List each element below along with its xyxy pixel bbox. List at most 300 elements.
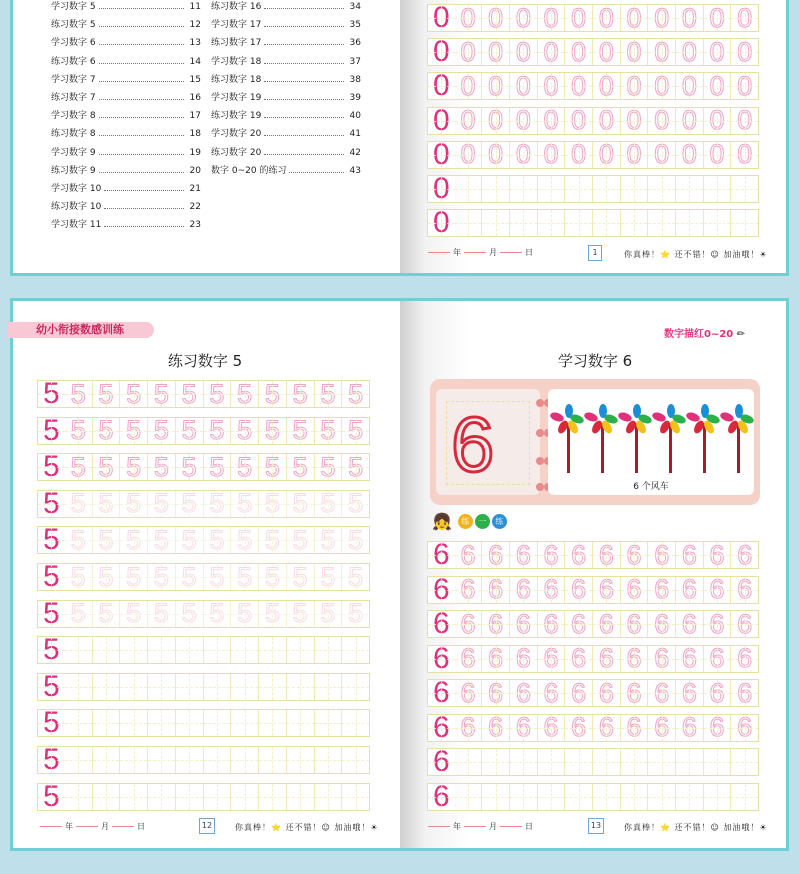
dotted-digit[interactable]: 5	[287, 491, 315, 517]
trace-digit[interactable]: 6	[455, 680, 483, 706]
practice-cell[interactable]	[65, 784, 93, 810]
trace-digit[interactable]: 5	[287, 381, 315, 407]
trace-digit[interactable]: 6	[621, 680, 649, 706]
trace-digit[interactable]: 6	[704, 611, 732, 637]
trace-digit[interactable]: 0	[648, 73, 676, 99]
practice-cell[interactable]	[648, 176, 676, 202]
practice-cell[interactable]	[621, 784, 649, 810]
trace-digit[interactable]: 0	[648, 39, 676, 65]
trace-digit[interactable]: 5	[176, 454, 204, 480]
dotted-digit[interactable]: 5	[93, 564, 121, 590]
trace-digit[interactable]: 0	[455, 108, 483, 134]
trace-digit[interactable]: 5	[342, 418, 369, 444]
dotted-digit[interactable]: 5	[65, 564, 93, 590]
trace-digit[interactable]: 0	[538, 142, 566, 168]
practice-cell[interactable]	[259, 637, 287, 663]
trace-digit[interactable]: 0	[538, 108, 566, 134]
toc-item[interactable]	[51, 71, 201, 89]
trace-digit[interactable]: 6	[621, 577, 649, 603]
trace-digit[interactable]: 6	[731, 680, 758, 706]
practice-cell[interactable]	[148, 674, 176, 700]
dotted-digit[interactable]: 5	[120, 527, 148, 553]
dotted-digit[interactable]: 5	[176, 601, 204, 627]
trace-digit[interactable]: 6	[593, 680, 621, 706]
trace-digit[interactable]: 0	[455, 73, 483, 99]
practice-cell[interactable]	[510, 749, 538, 775]
trace-digit[interactable]: 0	[565, 39, 593, 65]
trace-digit[interactable]: 6	[676, 577, 704, 603]
trace-digit[interactable]: 0	[565, 73, 593, 99]
practice-cell[interactable]	[93, 747, 121, 773]
practice-cell[interactable]	[482, 176, 510, 202]
trace-digit[interactable]: 0	[648, 5, 676, 31]
practice-cell[interactable]	[259, 674, 287, 700]
trace-digit[interactable]: 6	[676, 680, 704, 706]
trace-digit[interactable]: 0	[482, 5, 510, 31]
practice-cell[interactable]	[176, 637, 204, 663]
practice-cell[interactable]	[731, 749, 758, 775]
toc-item[interactable]	[51, 125, 201, 143]
trace-digit[interactable]: 0	[593, 108, 621, 134]
practice-cell[interactable]	[704, 210, 732, 236]
practice-cell[interactable]	[120, 710, 148, 736]
dotted-digit[interactable]: 5	[315, 491, 343, 517]
dotted-digit[interactable]: 5	[342, 601, 369, 627]
toc-item[interactable]	[51, 216, 201, 234]
trace-digit[interactable]: 5	[315, 381, 343, 407]
trace-digit[interactable]: 0	[704, 108, 732, 134]
trace-digit[interactable]: 6	[731, 646, 758, 672]
trace-digit[interactable]: 6	[482, 611, 510, 637]
trace-digit[interactable]: 6	[593, 577, 621, 603]
trace-digit[interactable]: 5	[148, 381, 176, 407]
practice-cell[interactable]	[231, 674, 259, 700]
trace-digit[interactable]: 0	[593, 5, 621, 31]
toc-item[interactable]	[51, 89, 201, 107]
practice-cell[interactable]	[676, 784, 704, 810]
practice-cell[interactable]	[259, 784, 287, 810]
dotted-digit[interactable]: 5	[231, 491, 259, 517]
practice-cell[interactable]	[65, 747, 93, 773]
toc-item[interactable]	[211, 34, 361, 52]
dotted-digit[interactable]: 5	[148, 601, 176, 627]
trace-digit[interactable]: 0	[593, 142, 621, 168]
practice-cell[interactable]	[204, 637, 232, 663]
trace-digit[interactable]: 6	[538, 542, 566, 568]
trace-digit[interactable]: 5	[93, 418, 121, 444]
trace-digit[interactable]: 5	[176, 381, 204, 407]
trace-digit[interactable]: 0	[510, 142, 538, 168]
trace-digit[interactable]: 6	[455, 611, 483, 637]
practice-cell[interactable]	[315, 674, 343, 700]
trace-digit[interactable]: 5	[287, 418, 315, 444]
toc-item[interactable]	[211, 89, 361, 107]
trace-digit[interactable]: 6	[676, 611, 704, 637]
trace-digit[interactable]: 0	[621, 108, 649, 134]
trace-digit[interactable]: 6	[510, 680, 538, 706]
practice-cell[interactable]	[93, 710, 121, 736]
trace-digit[interactable]: 6	[482, 646, 510, 672]
practice-cell[interactable]	[704, 176, 732, 202]
practice-cell[interactable]	[565, 749, 593, 775]
trace-digit[interactable]: 6	[565, 715, 593, 741]
dotted-digit[interactable]: 5	[148, 491, 176, 517]
trace-digit[interactable]: 6	[482, 715, 510, 741]
dotted-digit[interactable]: 5	[93, 527, 121, 553]
trace-digit[interactable]: 0	[510, 73, 538, 99]
practice-cell[interactable]	[120, 784, 148, 810]
trace-digit[interactable]: 0	[676, 108, 704, 134]
trace-digit[interactable]: 0	[565, 108, 593, 134]
practice-cell[interactable]	[204, 784, 232, 810]
trace-digit[interactable]: 0	[704, 142, 732, 168]
trace-digit[interactable]: 0	[731, 142, 758, 168]
trace-digit[interactable]: 6	[621, 646, 649, 672]
practice-cell[interactable]	[204, 710, 232, 736]
toc-item[interactable]	[211, 125, 361, 143]
trace-digit[interactable]: 6	[455, 646, 483, 672]
practice-cell[interactable]	[120, 637, 148, 663]
trace-digit[interactable]: 0	[538, 39, 566, 65]
dotted-digit[interactable]: 5	[315, 527, 343, 553]
practice-cell[interactable]	[676, 176, 704, 202]
trace-digit[interactable]: 6	[648, 542, 676, 568]
practice-cell[interactable]	[510, 176, 538, 202]
toc-item[interactable]	[211, 162, 361, 180]
toc-item[interactable]	[51, 16, 201, 34]
trace-digit[interactable]: 6	[482, 577, 510, 603]
trace-digit[interactable]: 6	[538, 680, 566, 706]
trace-digit[interactable]: 5	[259, 381, 287, 407]
trace-digit[interactable]: 6	[704, 680, 732, 706]
trace-digit[interactable]: 0	[704, 73, 732, 99]
trace-digit[interactable]: 5	[231, 418, 259, 444]
trace-digit[interactable]: 5	[148, 454, 176, 480]
dotted-digit[interactable]: 5	[65, 527, 93, 553]
dotted-digit[interactable]: 5	[65, 601, 93, 627]
toc-item[interactable]	[51, 198, 201, 216]
trace-digit[interactable]: 0	[676, 73, 704, 99]
practice-cell[interactable]	[148, 747, 176, 773]
practice-cell[interactable]	[287, 674, 315, 700]
trace-digit[interactable]: 0	[676, 142, 704, 168]
practice-cell[interactable]	[259, 710, 287, 736]
dotted-digit[interactable]: 5	[315, 564, 343, 590]
trace-digit[interactable]: 5	[120, 381, 148, 407]
toc-item[interactable]	[211, 16, 361, 34]
practice-cell[interactable]	[176, 747, 204, 773]
trace-digit[interactable]: 6	[648, 611, 676, 637]
practice-cell[interactable]	[287, 784, 315, 810]
practice-cell[interactable]	[93, 674, 121, 700]
trace-digit[interactable]: 0	[565, 5, 593, 31]
trace-digit[interactable]: 6	[621, 611, 649, 637]
practice-cell[interactable]	[148, 710, 176, 736]
practice-cell[interactable]	[315, 637, 343, 663]
trace-digit[interactable]: 6	[593, 611, 621, 637]
practice-cell[interactable]	[676, 210, 704, 236]
practice-cell[interactable]	[231, 747, 259, 773]
trace-digit[interactable]: 5	[65, 454, 93, 480]
practice-cell[interactable]	[621, 176, 649, 202]
practice-cell[interactable]	[482, 784, 510, 810]
trace-digit[interactable]: 6	[731, 715, 758, 741]
dotted-digit[interactable]: 5	[93, 491, 121, 517]
trace-digit[interactable]: 6	[731, 542, 758, 568]
trace-digit[interactable]: 6	[648, 646, 676, 672]
dotted-digit[interactable]: 5	[259, 527, 287, 553]
trace-digit[interactable]: 6	[704, 715, 732, 741]
practice-cell[interactable]	[342, 747, 369, 773]
dotted-digit[interactable]: 5	[176, 527, 204, 553]
trace-digit[interactable]: 5	[176, 418, 204, 444]
trace-digit[interactable]: 0	[621, 5, 649, 31]
trace-digit[interactable]: 0	[482, 108, 510, 134]
trace-digit[interactable]: 6	[676, 542, 704, 568]
trace-digit[interactable]: 5	[93, 381, 121, 407]
practice-cell[interactable]	[176, 674, 204, 700]
dotted-digit[interactable]: 5	[342, 527, 369, 553]
trace-digit[interactable]: 5	[204, 418, 232, 444]
trace-digit[interactable]: 6	[565, 542, 593, 568]
trace-digit[interactable]: 0	[482, 39, 510, 65]
trace-digit[interactable]: 6	[621, 542, 649, 568]
trace-digit[interactable]: 6	[704, 646, 732, 672]
trace-digit[interactable]: 6	[676, 646, 704, 672]
practice-cell[interactable]	[482, 749, 510, 775]
trace-digit[interactable]: 0	[593, 39, 621, 65]
trace-digit[interactable]: 5	[204, 454, 232, 480]
trace-digit[interactable]: 5	[93, 454, 121, 480]
trace-digit[interactable]: 5	[259, 454, 287, 480]
trace-digit[interactable]: 6	[676, 715, 704, 741]
trace-digit[interactable]: 6	[731, 611, 758, 637]
practice-cell[interactable]	[455, 784, 483, 810]
practice-cell[interactable]	[510, 210, 538, 236]
dotted-digit[interactable]: 5	[259, 564, 287, 590]
trace-digit[interactable]: 0	[731, 5, 758, 31]
practice-cell[interactable]	[731, 784, 758, 810]
trace-digit[interactable]: 0	[731, 73, 758, 99]
trace-digit[interactable]: 6	[510, 577, 538, 603]
dotted-digit[interactable]: 5	[231, 527, 259, 553]
practice-cell[interactable]	[342, 710, 369, 736]
trace-digit[interactable]: 6	[565, 646, 593, 672]
practice-cell[interactable]	[231, 784, 259, 810]
trace-digit[interactable]: 6	[510, 646, 538, 672]
practice-cell[interactable]	[676, 749, 704, 775]
practice-cell[interactable]	[621, 749, 649, 775]
practice-cell[interactable]	[259, 747, 287, 773]
trace-digit[interactable]: 5	[148, 418, 176, 444]
trace-digit[interactable]: 0	[538, 73, 566, 99]
practice-cell[interactable]	[120, 674, 148, 700]
trace-digit[interactable]: 0	[565, 142, 593, 168]
practice-cell[interactable]	[593, 749, 621, 775]
trace-digit[interactable]: 6	[538, 646, 566, 672]
trace-digit[interactable]: 0	[455, 5, 483, 31]
practice-cell[interactable]	[204, 674, 232, 700]
trace-digit[interactable]: 5	[342, 381, 369, 407]
trace-digit[interactable]: 6	[621, 715, 649, 741]
dotted-digit[interactable]: 5	[65, 491, 93, 517]
trace-digit[interactable]: 6	[731, 577, 758, 603]
toc-item[interactable]	[211, 107, 361, 125]
dotted-digit[interactable]: 5	[231, 564, 259, 590]
practice-cell[interactable]	[593, 176, 621, 202]
practice-cell[interactable]	[342, 637, 369, 663]
trace-digit[interactable]: 0	[621, 73, 649, 99]
practice-cell[interactable]	[648, 210, 676, 236]
toc-item[interactable]	[51, 144, 201, 162]
trace-digit[interactable]: 0	[455, 142, 483, 168]
toc-item[interactable]	[211, 71, 361, 89]
practice-cell[interactable]	[176, 784, 204, 810]
trace-digit[interactable]: 5	[65, 381, 93, 407]
trace-digit[interactable]: 6	[565, 680, 593, 706]
toc-item[interactable]	[51, 162, 201, 180]
practice-cell[interactable]	[593, 210, 621, 236]
trace-digit[interactable]: 0	[538, 5, 566, 31]
practice-cell[interactable]	[65, 710, 93, 736]
trace-digit[interactable]: 0	[676, 5, 704, 31]
trace-digit[interactable]: 5	[342, 454, 369, 480]
practice-cell[interactable]	[538, 176, 566, 202]
practice-cell[interactable]	[731, 210, 758, 236]
practice-cell[interactable]	[315, 747, 343, 773]
trace-digit[interactable]: 5	[204, 381, 232, 407]
trace-digit[interactable]: 6	[593, 715, 621, 741]
trace-digit[interactable]: 0	[676, 39, 704, 65]
trace-digit[interactable]: 0	[510, 5, 538, 31]
practice-cell[interactable]	[510, 784, 538, 810]
practice-cell[interactable]	[565, 784, 593, 810]
trace-digit[interactable]: 6	[538, 577, 566, 603]
toc-item[interactable]	[211, 144, 361, 162]
trace-digit[interactable]: 6	[455, 715, 483, 741]
practice-cell[interactable]	[565, 176, 593, 202]
trace-digit[interactable]: 5	[231, 454, 259, 480]
practice-cell[interactable]	[704, 749, 732, 775]
trace-digit[interactable]: 0	[648, 142, 676, 168]
trace-digit[interactable]: 6	[510, 542, 538, 568]
trace-digit[interactable]: 6	[648, 680, 676, 706]
practice-cell[interactable]	[65, 637, 93, 663]
practice-cell[interactable]	[565, 210, 593, 236]
practice-cell[interactable]	[93, 637, 121, 663]
trace-digit[interactable]: 0	[482, 142, 510, 168]
toc-item[interactable]	[211, 53, 361, 71]
trace-digit[interactable]: 0	[704, 39, 732, 65]
trace-digit[interactable]: 0	[731, 108, 758, 134]
trace-digit[interactable]: 6	[510, 715, 538, 741]
trace-digit[interactable]: 0	[648, 108, 676, 134]
toc-item[interactable]	[51, 180, 201, 198]
trace-digit[interactable]: 6	[538, 715, 566, 741]
practice-cell[interactable]	[482, 210, 510, 236]
dotted-digit[interactable]: 5	[148, 527, 176, 553]
trace-digit[interactable]: 0	[455, 39, 483, 65]
dotted-digit[interactable]: 5	[287, 601, 315, 627]
dotted-digit[interactable]: 5	[231, 601, 259, 627]
trace-digit[interactable]: 6	[704, 542, 732, 568]
trace-digit[interactable]: 5	[315, 418, 343, 444]
dotted-digit[interactable]: 5	[204, 527, 232, 553]
practice-cell[interactable]	[704, 784, 732, 810]
trace-digit[interactable]: 6	[648, 577, 676, 603]
toc-item[interactable]	[51, 107, 201, 125]
dotted-digit[interactable]: 5	[176, 564, 204, 590]
trace-digit[interactable]: 6	[538, 611, 566, 637]
trace-digit[interactable]: 0	[621, 39, 649, 65]
practice-cell[interactable]	[342, 674, 369, 700]
practice-cell[interactable]	[287, 747, 315, 773]
trace-digit[interactable]: 6	[593, 646, 621, 672]
trace-digit[interactable]: 0	[621, 142, 649, 168]
dotted-digit[interactable]: 5	[93, 601, 121, 627]
trace-digit[interactable]: 6	[593, 542, 621, 568]
trace-digit[interactable]: 6	[482, 542, 510, 568]
practice-cell[interactable]	[93, 784, 121, 810]
dotted-digit[interactable]: 5	[287, 564, 315, 590]
trace-digit[interactable]: 0	[510, 108, 538, 134]
trace-digit[interactable]: 0	[704, 5, 732, 31]
dotted-digit[interactable]: 5	[148, 564, 176, 590]
trace-digit[interactable]: 6	[455, 542, 483, 568]
practice-cell[interactable]	[148, 637, 176, 663]
dotted-digit[interactable]: 5	[120, 601, 148, 627]
dotted-digit[interactable]: 5	[259, 601, 287, 627]
trace-digit[interactable]: 5	[120, 418, 148, 444]
dotted-digit[interactable]: 5	[259, 491, 287, 517]
practice-cell[interactable]	[648, 749, 676, 775]
toc-item[interactable]	[51, 34, 201, 52]
practice-cell[interactable]	[593, 784, 621, 810]
trace-digit[interactable]: 0	[510, 39, 538, 65]
dotted-digit[interactable]: 5	[315, 601, 343, 627]
toc-item[interactable]	[51, 53, 201, 71]
trace-digit[interactable]: 6	[565, 577, 593, 603]
practice-cell[interactable]	[538, 210, 566, 236]
practice-cell[interactable]	[231, 637, 259, 663]
dotted-digit[interactable]: 5	[342, 491, 369, 517]
practice-cell[interactable]	[315, 784, 343, 810]
trace-digit[interactable]: 0	[593, 73, 621, 99]
trace-digit[interactable]: 6	[455, 577, 483, 603]
dotted-digit[interactable]: 5	[120, 491, 148, 517]
trace-digit[interactable]: 5	[65, 418, 93, 444]
dotted-digit[interactable]: 5	[204, 564, 232, 590]
trace-digit[interactable]: 5	[259, 418, 287, 444]
practice-cell[interactable]	[455, 749, 483, 775]
dotted-digit[interactable]: 5	[287, 527, 315, 553]
practice-cell[interactable]	[120, 747, 148, 773]
practice-cell[interactable]	[648, 784, 676, 810]
trace-digit[interactable]: 6	[565, 611, 593, 637]
practice-cell[interactable]	[148, 784, 176, 810]
practice-cell[interactable]	[65, 674, 93, 700]
practice-cell[interactable]	[204, 747, 232, 773]
trace-digit[interactable]: 0	[731, 39, 758, 65]
trace-digit[interactable]: 0	[482, 73, 510, 99]
toc-item[interactable]	[51, 0, 201, 16]
practice-cell[interactable]	[455, 176, 483, 202]
practice-cell[interactable]	[731, 176, 758, 202]
practice-cell[interactable]	[315, 710, 343, 736]
dotted-digit[interactable]: 5	[342, 564, 369, 590]
practice-cell[interactable]	[287, 637, 315, 663]
practice-cell[interactable]	[287, 710, 315, 736]
